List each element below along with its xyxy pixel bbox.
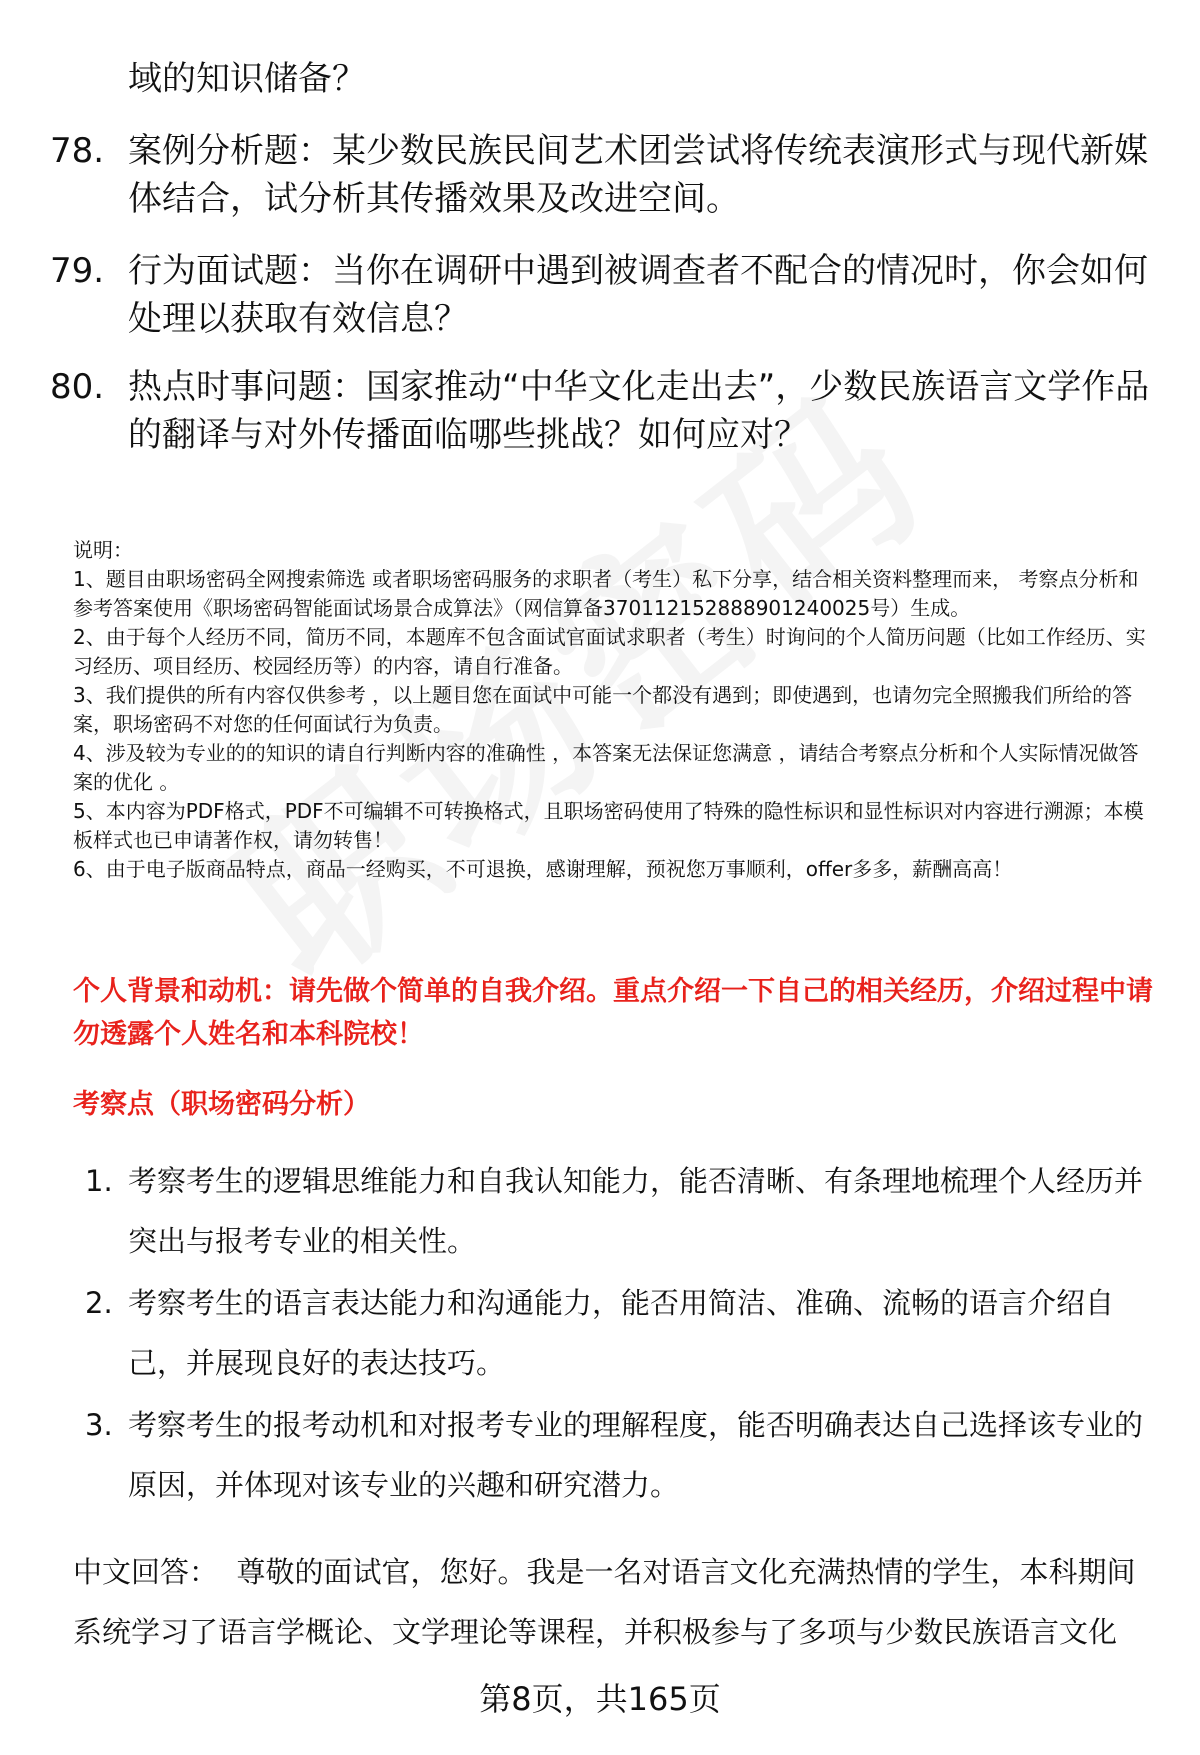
question-80 — [50, 363, 1150, 459]
point-number: 1. — [85, 1164, 113, 1198]
point-number: 3. — [85, 1408, 113, 1442]
note-item: 3、我们提供的所有内容仅供参考 ，以上题目您在面试中可能一个都没有遇到；即使遇到，也请勿完全照搬我们所给的答案，职场密码不对您的任何面试行为负责。 — [73, 683, 1133, 736]
point-text: 考察考生的语言表达能力和沟通能力，能否用简洁、准确、流畅的语言介绍自己，并展现良好的表达技巧。 — [128, 1286, 1115, 1380]
question-number: 79. — [50, 251, 105, 291]
note-item: 2、由于每个人经历不同，简历不同，本题库不包含面试官面试求职者（考生）时询问的个人简历问题（比如工作经历、实习经历、项目经历、校园经历等）的内容，请自行准备。 — [73, 625, 1146, 678]
notes-title: 说明： — [73, 538, 133, 562]
question-text: 行为面试题：当你在调研中遇到被调查者不配合的情况时，你会如何处理以获取有效信息？ — [128, 251, 1148, 339]
page-number: 第8页，共165页 — [479, 1680, 721, 1718]
point-text: 考察考生的报考动机和对报考专业的理解程度，能否明确表达自己选择该专业的原因，并体现对该专业的兴趣和研究潜力。 — [128, 1408, 1144, 1502]
note-item: 6、由于电子版商品特点，商品一经购买，不可退换，感谢理解，预祝您万事顺利，offer多多，薪酬高高！ — [73, 857, 1013, 881]
note-item: 1、题目由职场密码全网搜索筛选 或者职场密码服务的求职者（考生）私下分享，结合相关资料整理而来， 考察点分析和参考答案使用《职场密码智能面试场景合成算法》（网信算备370112152888901240025号）生成。 — [73, 567, 1139, 620]
note-item: 5、本内容为PDF格式，PDF不可编辑不可转换格式，且职场密码使用了特殊的隐性标识和显性标识对内容进行溯源；本模板样式也已申请著作权，请勿转售！ — [73, 799, 1144, 852]
question-number: 78. — [50, 131, 105, 171]
answer-label: 中文回答： — [73, 1555, 219, 1589]
question-78 — [50, 127, 1150, 223]
list-item — [73, 1395, 1158, 1515]
list-item — [73, 1273, 1158, 1393]
question-number: 80. — [50, 367, 105, 407]
analysis-points — [73, 1151, 1158, 1517]
question-continuation: 域的知识储备？ — [128, 59, 366, 99]
point-number: 2. — [85, 1286, 113, 1320]
question-79 — [50, 247, 1150, 343]
analysis-title: 考察点（职场密码分析） — [73, 1089, 370, 1120]
section-title: 个人背景和动机：请先做个简单的自我介绍。重点介绍一下自己的相关经历，介绍过程中请勿透露个人姓名和本科院校！ — [73, 976, 1153, 1050]
point-text: 考察考生的逻辑思维能力和自我认知能力，能否清晰、有条理地梳理个人经历并突出与报考专业的相关性。 — [128, 1164, 1144, 1258]
answer-paragraph — [73, 1542, 1158, 1662]
question-text: 案例分析题：某少数民族民间艺术团尝试将传统表演形式与现代新媒体结合，试分析其传播效果及改进空间。 — [128, 131, 1148, 219]
notes-section — [73, 536, 1158, 884]
answer-text: 尊敬的面试官，您好。我是一名对语言文化充满热情的学生，本科期间系统学习了语言学概论、文学理论等课程，并积极参与了多项与少数民族语言文化 — [73, 1555, 1136, 1649]
list-item — [73, 1151, 1158, 1271]
note-item: 4、涉及较为专业的的知识的请自行判断内容的准确性 ，本答案无法保证您满意 ，请结合考察点分析和个人实际情况做答案的优化 。 — [73, 741, 1139, 794]
question-text: 热点时事问题：国家推动“中华文化走出去”，少数民族语言文学作品的翻译与对外传播面临哪些挑战？如何应对？ — [128, 367, 1150, 455]
